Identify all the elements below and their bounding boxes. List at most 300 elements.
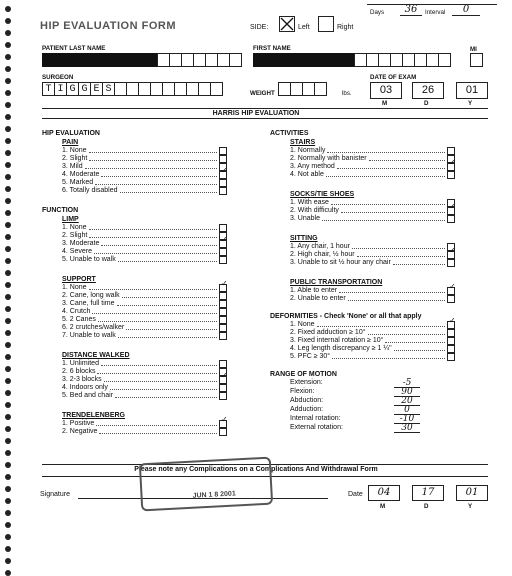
- binder-hole: [5, 258, 11, 264]
- leader-dots: [101, 360, 217, 366]
- exam-month[interactable]: 03: [370, 82, 402, 99]
- stairs-heading: STAIRS: [290, 139, 316, 146]
- option-checkbox[interactable]: [219, 300, 227, 308]
- binder-hole: [5, 498, 11, 504]
- option-checkbox[interactable]: [447, 158, 456, 171]
- option-label: 2. Unable to enter: [290, 295, 346, 302]
- socks-list: [290, 199, 455, 223]
- option-checkbox[interactable]: [447, 353, 455, 361]
- binder-hole: [5, 42, 11, 48]
- date-d-label: D: [424, 100, 429, 107]
- leader-dots: [326, 171, 445, 177]
- leader-dots: [89, 155, 217, 161]
- leader-dots: [101, 240, 217, 246]
- option-label: 4. Not able: [290, 171, 324, 178]
- section-rule-bottom: [42, 118, 488, 119]
- option-row[interactable]: [62, 155, 227, 163]
- redacted-last-name: [42, 53, 158, 67]
- option-checkbox[interactable]: [219, 166, 228, 179]
- surgeon-grid[interactable]: [42, 82, 222, 96]
- date-y-label: Y: [468, 100, 473, 107]
- option-checkbox[interactable]: [219, 308, 227, 316]
- option-label: 6. Totally disabled: [62, 187, 118, 194]
- option-checkbox[interactable]: [447, 295, 455, 303]
- option-checkbox[interactable]: [447, 316, 456, 329]
- binder-hole: [5, 378, 11, 384]
- left-column: [42, 130, 227, 436]
- option-row[interactable]: [290, 337, 455, 345]
- binder-holes: [3, 0, 13, 512]
- sign-date-label: Date: [348, 491, 363, 498]
- mi-label: MI: [470, 46, 477, 53]
- option-checkbox[interactable]: [219, 384, 227, 392]
- rom-label: Adduction:: [290, 406, 324, 413]
- check-mark-icon: ✓: [221, 166, 228, 175]
- option-row[interactable]: [62, 324, 227, 332]
- leader-dots: [352, 243, 445, 249]
- sitting-heading: SITTING: [290, 235, 318, 242]
- leader-dots: [101, 171, 217, 177]
- option-label: 5. Bed and chair: [62, 392, 113, 399]
- option-row[interactable]: [290, 243, 455, 251]
- option-checkbox[interactable]: [219, 256, 227, 264]
- leader-dots: [117, 300, 217, 306]
- deformities-list: [290, 316, 456, 361]
- leader-dots: [96, 420, 217, 426]
- received-stamp: [139, 457, 273, 512]
- binder-hole: [5, 138, 11, 144]
- leader-dots: [89, 284, 217, 290]
- option-label: 4. Indoors only: [62, 384, 108, 391]
- option-row[interactable]: [62, 147, 227, 155]
- binder-hole: [5, 558, 11, 564]
- check-mark-icon: ✓: [449, 202, 456, 211]
- option-checkbox[interactable]: [219, 187, 227, 195]
- check-mark-icon: ✓: [221, 235, 228, 244]
- binder-hole: [5, 414, 11, 420]
- option-row[interactable]: [62, 308, 227, 316]
- binder-hole: [5, 294, 11, 300]
- binder-hole: [5, 6, 11, 12]
- leader-dots: [120, 187, 217, 193]
- rom-row: [290, 397, 420, 406]
- letter-box[interactable]: S: [102, 82, 115, 96]
- right-checkbox[interactable]: [318, 16, 334, 32]
- leader-dots: [341, 207, 445, 213]
- binder-hole: [5, 438, 11, 444]
- lbs-label: lbs.: [342, 90, 352, 97]
- binder-hole: [5, 522, 11, 528]
- option-checkbox[interactable]: [447, 246, 456, 259]
- binder-hole: [5, 222, 11, 228]
- option-label: 1. Positive: [62, 420, 95, 427]
- option-row[interactable]: [290, 353, 455, 361]
- surgeon-label: SURGEON: [42, 74, 74, 81]
- option-row[interactable]: [62, 232, 227, 240]
- binder-hole: [5, 318, 11, 324]
- leader-dots: [368, 329, 445, 335]
- option-label: 3. Fixed internal rotation ≥ 10°: [290, 337, 384, 344]
- sign-date-year[interactable]: 01: [456, 485, 488, 501]
- option-label: 4. Crutch: [62, 308, 91, 315]
- complications-note: Please note any Complications on a Complications And Withdrawal Form: [134, 466, 378, 473]
- option-label: 1. None: [62, 284, 87, 291]
- binder-hole: [5, 162, 11, 168]
- option-label: 7. Unable to walk: [62, 332, 116, 339]
- leader-dots: [97, 368, 217, 374]
- option-label: 2. With difficulty: [290, 207, 339, 214]
- option-label: 1. None: [62, 224, 87, 231]
- leader-dots: [357, 251, 445, 257]
- option-checkbox[interactable]: [447, 282, 456, 295]
- option-row[interactable]: [62, 360, 227, 368]
- option-checkbox[interactable]: [219, 224, 227, 232]
- option-checkbox[interactable]: [219, 428, 227, 436]
- leader-dots: [317, 321, 445, 327]
- last-name-grid[interactable]: [157, 53, 241, 67]
- socks-heading: SOCKS/TIE SHOES: [290, 191, 355, 198]
- section-title: HARRIS HIP EVALUATION: [212, 110, 300, 117]
- option-row[interactable]: [62, 256, 227, 264]
- trendelenberg-heading: TRENDELENBERG: [62, 412, 126, 419]
- limp-heading: LIMP: [62, 216, 79, 223]
- leader-dots: [337, 163, 445, 169]
- option-row[interactable]: [290, 329, 455, 337]
- limp-list: [62, 224, 227, 264]
- option-label: 5. Marked: [62, 179, 94, 186]
- leader-dots: [110, 384, 217, 390]
- sitting-list: [290, 243, 455, 267]
- distance-heading: DISTANCE WALKED: [62, 352, 130, 359]
- right-label: Right: [337, 24, 354, 31]
- binder-hole: [5, 306, 11, 312]
- option-row[interactable]: [290, 316, 456, 329]
- option-checkbox[interactable]: [219, 147, 227, 155]
- rom-label: Extension:: [290, 379, 323, 386]
- option-label: 6. 2 crutches/walker: [62, 324, 125, 331]
- rom-list: [290, 379, 420, 433]
- sign-y-label: Y: [468, 503, 473, 510]
- leader-dots: [385, 337, 445, 343]
- leader-dots: [332, 353, 445, 359]
- weight-grid[interactable]: [278, 82, 326, 96]
- option-label: 2. Cane, long walk: [62, 292, 120, 299]
- option-row[interactable]: [290, 215, 455, 223]
- signature-label: Signature: [40, 491, 70, 498]
- option-label: 1. Able to enter: [290, 287, 338, 294]
- option-label: 4. Moderate: [62, 171, 100, 178]
- leader-dots: [98, 316, 217, 322]
- option-row[interactable]: [62, 300, 227, 308]
- binder-hole: [5, 486, 11, 492]
- option-checkbox[interactable]: [447, 345, 455, 353]
- sign-d-label: D: [424, 503, 429, 510]
- binder-hole: [5, 342, 11, 348]
- rom-value[interactable]: -10: [394, 415, 420, 424]
- letter-box[interactable]: G: [66, 82, 79, 96]
- rom-value[interactable]: 0: [394, 406, 420, 415]
- option-checkbox[interactable]: [219, 371, 228, 384]
- left-checkbox[interactable]: [279, 16, 295, 32]
- binder-hole: [5, 270, 11, 276]
- option-checkbox[interactable]: [219, 155, 227, 163]
- check-mark-icon: ✓: [449, 316, 456, 325]
- days-label: Days: [370, 9, 385, 16]
- function-heading: FUNCTION: [42, 207, 79, 214]
- option-checkbox[interactable]: [447, 215, 455, 223]
- rom-label: Internal rotation:: [290, 415, 341, 422]
- option-row[interactable]: [62, 163, 227, 171]
- binder-hole: [5, 150, 11, 156]
- activities-heading: ACTIVITIES: [270, 130, 309, 137]
- option-label: 3. Unable to sit ½ hour any chair: [290, 259, 391, 266]
- leader-dots: [89, 147, 217, 153]
- binder-hole: [5, 30, 11, 36]
- days-value[interactable]: 36: [400, 4, 422, 16]
- right-column: [270, 130, 455, 433]
- option-row[interactable]: [290, 147, 455, 155]
- binder-hole: [5, 174, 11, 180]
- section-rule-top: [42, 108, 488, 109]
- option-checkbox[interactable]: [447, 171, 455, 179]
- letter-box[interactable]: [229, 53, 242, 67]
- option-label: 5. Unable to walk: [62, 256, 116, 263]
- leader-dots: [118, 332, 217, 338]
- option-row[interactable]: [62, 187, 227, 195]
- binder-hole: [5, 426, 11, 432]
- leader-dots: [348, 295, 445, 301]
- pain-list: [62, 147, 227, 195]
- option-label: 1. None: [62, 147, 87, 154]
- option-row[interactable]: [290, 155, 455, 163]
- option-label: 1. None: [290, 321, 315, 328]
- rom-label: Flexion:: [290, 388, 315, 395]
- option-checkbox[interactable]: [447, 259, 455, 267]
- rom-value[interactable]: 20: [394, 397, 420, 406]
- option-label: 3. Moderate: [62, 240, 100, 247]
- option-row[interactable]: [62, 248, 227, 256]
- option-row[interactable]: [290, 171, 455, 179]
- binder-hole: [5, 18, 11, 24]
- leader-dots: [393, 259, 445, 265]
- binder-hole: [5, 246, 11, 252]
- interval-value[interactable]: 0: [452, 4, 480, 16]
- leader-dots: [331, 199, 445, 205]
- binder-hole: [5, 210, 11, 216]
- binder-hole: [5, 450, 11, 456]
- check-mark-icon: ✓: [449, 246, 456, 255]
- leader-dots: [122, 292, 217, 298]
- rom-value[interactable]: -5: [394, 379, 420, 388]
- leader-dots: [92, 308, 217, 314]
- binder-hole: [5, 282, 11, 288]
- option-row[interactable]: [62, 179, 227, 187]
- option-row[interactable]: [290, 199, 455, 207]
- transport-heading: PUBLIC TRANSPORTATION: [290, 279, 383, 286]
- option-label: 3. Unable: [290, 215, 320, 222]
- option-checkbox[interactable]: [447, 147, 455, 155]
- option-checkbox[interactable]: [219, 316, 227, 324]
- option-label: 1. Any chair, 1 hour: [290, 243, 350, 250]
- leader-dots: [115, 392, 217, 398]
- option-label: 3. Any method: [290, 163, 335, 170]
- stamp-date: JUN 1 8 2001: [192, 490, 236, 500]
- left-label: Left: [298, 24, 310, 31]
- interval-label: Interval: [425, 9, 446, 16]
- option-checkbox[interactable]: [447, 329, 455, 337]
- weight-label: WEIGHT: [250, 90, 275, 97]
- option-row[interactable]: [62, 392, 227, 400]
- binder-hole: [5, 474, 11, 480]
- exam-year[interactable]: 01: [456, 82, 488, 99]
- sign-m-label: M: [380, 503, 386, 510]
- option-row[interactable]: [290, 259, 455, 267]
- option-checkbox[interactable]: [219, 392, 227, 400]
- letter-box[interactable]: [210, 82, 223, 96]
- binder-hole: [5, 534, 11, 540]
- binder-hole: [5, 126, 11, 132]
- option-label: 5. PFC ≥ 30°: [290, 353, 331, 360]
- option-checkbox[interactable]: [219, 248, 227, 256]
- option-checkbox[interactable]: [219, 324, 227, 332]
- stairs-list: [290, 147, 455, 179]
- binder-hole: [5, 390, 11, 396]
- letter-box[interactable]: I: [54, 82, 67, 96]
- patient-last-name-label: PATIENT LAST NAME: [42, 45, 106, 52]
- x-mark-icon: [280, 17, 294, 31]
- check-mark-icon: ✓: [221, 279, 228, 288]
- hip-evaluation-heading: HIP EVALUATION: [42, 130, 100, 137]
- sign-date-month[interactable]: 04: [368, 485, 400, 501]
- option-label: 2. Slight: [62, 155, 88, 162]
- rom-row: [290, 424, 420, 433]
- option-row[interactable]: [290, 295, 455, 303]
- option-checkbox[interactable]: [219, 179, 227, 187]
- option-label: 1. Unlimited: [62, 360, 99, 367]
- leader-dots: [327, 147, 445, 153]
- binder-hole: [5, 90, 11, 96]
- option-row[interactable]: [62, 332, 227, 340]
- form-title: HIP EVALUATION FORM: [40, 20, 176, 32]
- option-label: 2. Fixed adduction ≥ 10°: [290, 329, 366, 336]
- option-row[interactable]: [62, 384, 227, 392]
- option-label: 2. High chair, ½ hour: [290, 251, 355, 258]
- option-checkbox[interactable]: [219, 292, 227, 300]
- option-row[interactable]: [62, 368, 227, 376]
- option-checkbox[interactable]: [219, 279, 228, 292]
- binder-hole: [5, 198, 11, 204]
- leader-dots: [89, 232, 217, 238]
- option-label: 3. 2-3 blocks: [62, 376, 102, 383]
- option-row[interactable]: [62, 428, 227, 436]
- leader-dots: [322, 215, 445, 221]
- leader-dots: [95, 179, 217, 185]
- binder-hole: [5, 546, 11, 552]
- letter-box[interactable]: [314, 82, 327, 96]
- rom-value[interactable]: 30: [394, 424, 420, 433]
- option-label: 4. Severe: [62, 248, 92, 255]
- leader-dots: [394, 345, 445, 351]
- binder-hole: [5, 66, 11, 72]
- exam-day[interactable]: 26: [412, 82, 444, 99]
- rom-value[interactable]: 90: [394, 388, 420, 397]
- option-checkbox[interactable]: [219, 360, 227, 368]
- binder-hole: [5, 402, 11, 408]
- binder-hole: [5, 78, 11, 84]
- rom-label: Abduction:: [290, 397, 324, 404]
- rom-heading: RANGE OF MOTION: [270, 371, 337, 378]
- check-mark-icon: ✓: [449, 158, 456, 167]
- option-checkbox[interactable]: [219, 415, 228, 428]
- side-label: SIDE:: [250, 24, 269, 31]
- binder-hole: [5, 366, 11, 372]
- option-label: 1. Normally: [290, 147, 326, 154]
- first-name-label: FIRST NAME: [253, 45, 291, 52]
- distance-list: [62, 360, 227, 400]
- check-mark-icon: ✓: [449, 282, 456, 291]
- leader-dots: [94, 248, 217, 254]
- check-mark-icon: ✓: [221, 415, 228, 424]
- leader-dots: [104, 376, 217, 382]
- option-label: 2. Slight: [62, 232, 88, 239]
- option-label: 5. 2 Canes: [62, 316, 96, 323]
- pain-heading: PAIN: [62, 139, 79, 146]
- option-row[interactable]: [62, 316, 227, 324]
- mi-box[interactable]: [470, 53, 482, 67]
- sign-date-day[interactable]: 17: [412, 485, 444, 501]
- option-checkbox[interactable]: [219, 235, 228, 248]
- option-label: 2. 6 blocks: [62, 368, 96, 375]
- option-label: 1. With ease: [290, 199, 329, 206]
- leader-dots: [126, 324, 217, 330]
- letter-box[interactable]: E: [90, 82, 103, 96]
- binder-hole: [5, 102, 11, 108]
- option-checkbox[interactable]: [447, 337, 455, 345]
- first-name-grid[interactable]: [354, 53, 450, 67]
- option-label: 2. Negative: [62, 428, 98, 435]
- letter-box[interactable]: G: [78, 82, 91, 96]
- option-label: 4. Leg length discrepancy ≥ 1 ¼": [290, 345, 392, 352]
- leader-dots: [339, 287, 445, 293]
- leader-dots: [99, 428, 217, 434]
- option-label: 3. Mild: [62, 163, 83, 170]
- leader-dots: [89, 224, 217, 230]
- support-heading: SUPPORT: [62, 276, 96, 283]
- letter-box[interactable]: T: [42, 82, 55, 96]
- option-checkbox[interactable]: [219, 332, 227, 340]
- binder-hole: [5, 234, 11, 240]
- option-checkbox[interactable]: [447, 202, 456, 215]
- option-row[interactable]: [62, 292, 227, 300]
- leader-dots: [118, 256, 217, 262]
- date-of-exam-label: DATE OF EXAM: [370, 74, 417, 81]
- option-row[interactable]: [62, 224, 227, 232]
- binder-hole: [5, 570, 11, 576]
- leader-dots: [369, 155, 445, 161]
- letter-box[interactable]: [438, 53, 451, 67]
- rom-label: External rotation:: [290, 424, 343, 431]
- option-label: 2. Normally with banister: [290, 155, 367, 162]
- binder-hole: [5, 354, 11, 360]
- leader-dots: [85, 163, 217, 169]
- check-mark-icon: ✓: [221, 371, 228, 380]
- date-m-label: M: [382, 100, 388, 107]
- binder-hole: [5, 186, 11, 192]
- option-row[interactable]: [290, 345, 455, 353]
- option-label: 3. Cane, full time: [62, 300, 115, 307]
- binder-hole: [5, 54, 11, 60]
- binder-hole: [5, 510, 11, 516]
